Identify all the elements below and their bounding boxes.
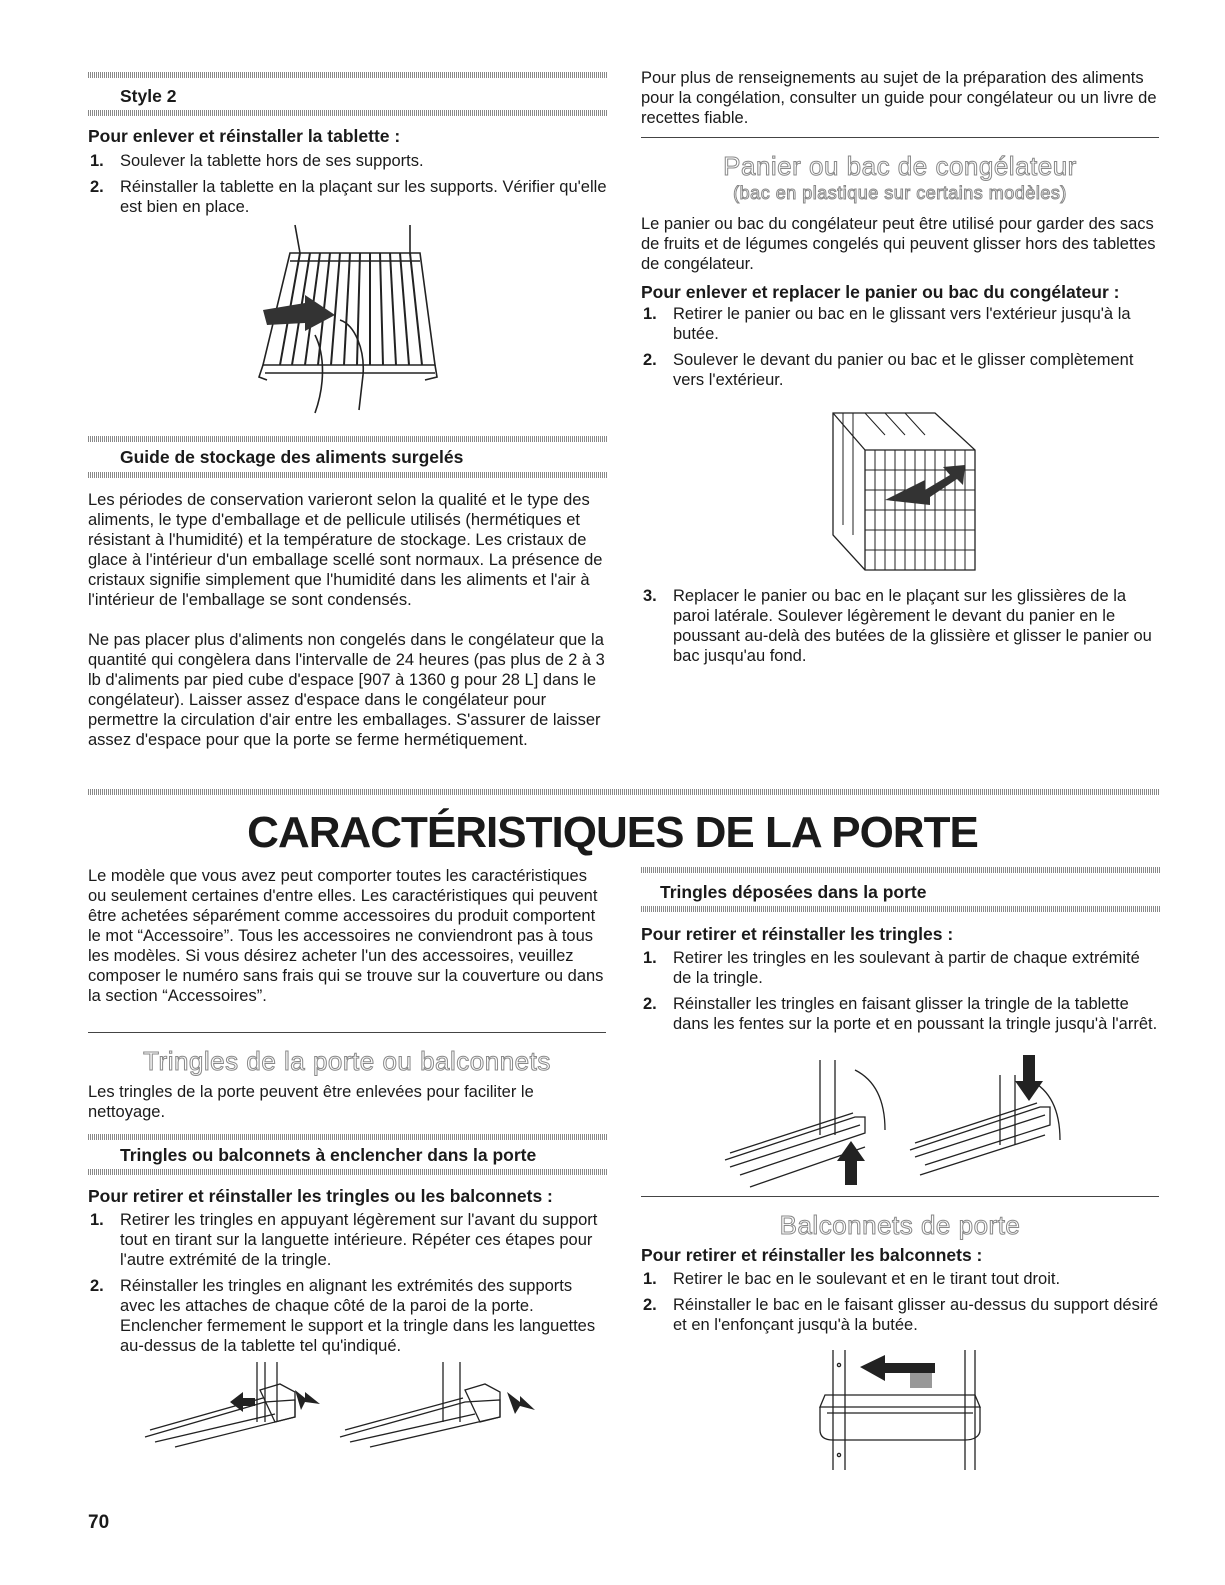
style-box-top-rule	[88, 72, 608, 78]
door-bin-illustration	[815, 1345, 985, 1470]
page-number: 70	[88, 1512, 110, 1533]
list-item: 2. Soulever le devant du panier ou bac et le glisser complètement vers l'extérieur.	[643, 351, 1134, 389]
list-item: 2. Réinstaller les tringles en faisant glisser la tringle de la tablette dans les fentes sur la porte et en poussant la tringle jusqu'à l'arrêt.	[643, 995, 1158, 1033]
list-item: 3. Replacer le panier ou bac en le plaçant sur les glissières de la paroi latérale. Soulever légèrement le devant du panier en le poussant au-delà des butées de la glissière et glisser le panier ou bac jusqu'au fond.	[643, 587, 1152, 665]
guide-paragraph-1: Les périodes de conservation varieront selon la qualité et le type des aliments, le type d'emballage et de pellicule utilisés (hermétiques et résistant à l'humidité) et la température de stockage. Les cristaux de glace à l'intérieur d'un emballage scellé sont normaux. La présence de cristaux signifie simplement que l'humidité dans les aliments et l'air à l'intérieur de l'emballage se sont condensés.	[88, 491, 603, 609]
list-item: 2. Réinstaller la tablette en la plaçant sur les supports. Vérifier qu'elle est bien en place.	[90, 178, 607, 216]
door-features-intro: Le modèle que vous avez peut comporter toutes les caractéristiques ou seulement certaines d'entre elles. Les caractéristiques qui peuvent être achetées séparément comme accessoires du produit comportent le mot “Accessoire”. Tous les accessoires ne conviendront pas à tous les modèles. Si vous désirez acheter l'un des accessoires, veuillez composer le numéro sans frais qui se trouve sur la couverture ou dans la section “Accessoires”.	[88, 867, 604, 1005]
list-item: 1. Retirer le panier ou bac en le glissant vers l'extérieur jusqu'à la butée.	[643, 305, 1131, 343]
snap-heading: Tringles ou balconnets à enclencher dans la porte	[120, 1145, 537, 1165]
list-item: 1. Retirer le bac en le soulevant et en le tirant tout droit.	[643, 1270, 1061, 1288]
dropin-heading: Tringles déposées dans la porte	[660, 882, 927, 902]
snap-steps	[88, 1210, 608, 1362]
dropin-steps	[641, 948, 1161, 1040]
basket-illustration	[825, 405, 985, 570]
list-item: 1. Soulever la tablette hors de ses supports.	[90, 152, 424, 170]
guide-box-top-rule	[88, 436, 608, 442]
shelf-steps	[88, 151, 608, 223]
shelf-illustration	[245, 225, 465, 415]
list-item: 1. Retirer les tringles en appuyant légèrement sur l'avant du support tout en tirant sur la languette intérieure. Répéter ces étapes pour l'autre extrémité de la tringle.	[90, 1211, 598, 1269]
guide-box-bottom-rule	[88, 472, 608, 478]
main-title-rule	[88, 789, 1160, 795]
snap-subheading: Pour retirer et réinstaller les tringles ou les balconnets :	[88, 1186, 553, 1206]
guide-heading: Guide de stockage des aliments surgelés	[120, 447, 464, 467]
snap-rail-illustration	[145, 1362, 555, 1452]
style-box-bottom-rule	[88, 110, 608, 116]
bins-subheading: Pour retirer et réinstaller les balconnets :	[641, 1245, 983, 1265]
basket-heading: Pour enlever et replacer le panier ou bac du congélateur :	[641, 282, 1120, 302]
rails-title: Tringles de la porte ou balconnets	[143, 1046, 551, 1076]
basket-subtitle: (bac en plastique sur certains modèles)	[733, 183, 1067, 203]
basket-step-3	[641, 586, 1161, 672]
basket-title: Panier ou bac de congélateur	[723, 151, 1077, 181]
snap-box-bottom-rule	[88, 1169, 608, 1175]
freezer-guide-intro: Pour plus de renseignements au sujet de la préparation des aliments pour la congélation, consulter un guide pour congélateur ou un livre de recettes fiable.	[641, 69, 1157, 127]
style-label: Style 2	[120, 86, 177, 106]
dropin-subheading: Pour retirer et réinstaller les tringles :	[641, 924, 954, 944]
bins-steps	[641, 1269, 1161, 1341]
list-item: 2. Réinstaller les tringles en alignant les extrémités des supports avec les attaches de chaque côté de la paroi de la porte. Enclencher fermement le support et la tringle dans les languettes au-dessus de la tablette tel qu'indiqué.	[90, 1277, 596, 1355]
list-item: 1. Retirer les tringles en les soulevant à partir de chaque extrémité de la tringle.	[643, 949, 1140, 987]
section-rule	[641, 1196, 1159, 1197]
dropin-box-bottom-rule	[641, 906, 1161, 912]
main-title: CARACTÉRISTIQUES DE LA PORTE	[247, 808, 978, 857]
basket-paragraph: Le panier ou bac du congélateur peut être utilisé pour garder des sacs de fruits et de légumes congelés qui peuvent glisser hors des tablettes de congélateur.	[641, 215, 1156, 273]
snap-box-top-rule	[88, 1134, 608, 1140]
section-rule	[641, 137, 1159, 138]
rails-paragraph: Les tringles de la porte peuvent être enlevées pour faciliter le nettoyage.	[88, 1083, 534, 1121]
shelf-heading: Pour enlever et réinstaller la tablette :	[88, 126, 401, 146]
bins-title: Balconnets de porte	[779, 1210, 1021, 1240]
section-rule	[88, 1032, 606, 1033]
guide-paragraph-2: Ne pas placer plus d'aliments non congelés dans le congélateur que la quantité qui congèlera dans l'intervalle de 24 heures (pas plus de 2 à 3 lb d'aliments par pied cube d'espace [907 à 1360 g pour 28 L] dans le congélateur). Laisser assez d'espace dans le congélateur pour permettre la circulation d'air entre les emballages. S'assurer de laisser assez d'espace pour que la porte se ferme hermétiquement.	[88, 631, 605, 749]
dropin-box-top-rule	[641, 867, 1161, 873]
basket-steps	[641, 304, 1161, 396]
dropin-rail-illustration	[725, 1055, 1075, 1190]
list-item: 2. Réinstaller le bac en le faisant glisser au-dessus du support désiré et en l'enfonçant jusqu'à la butée.	[643, 1296, 1159, 1334]
